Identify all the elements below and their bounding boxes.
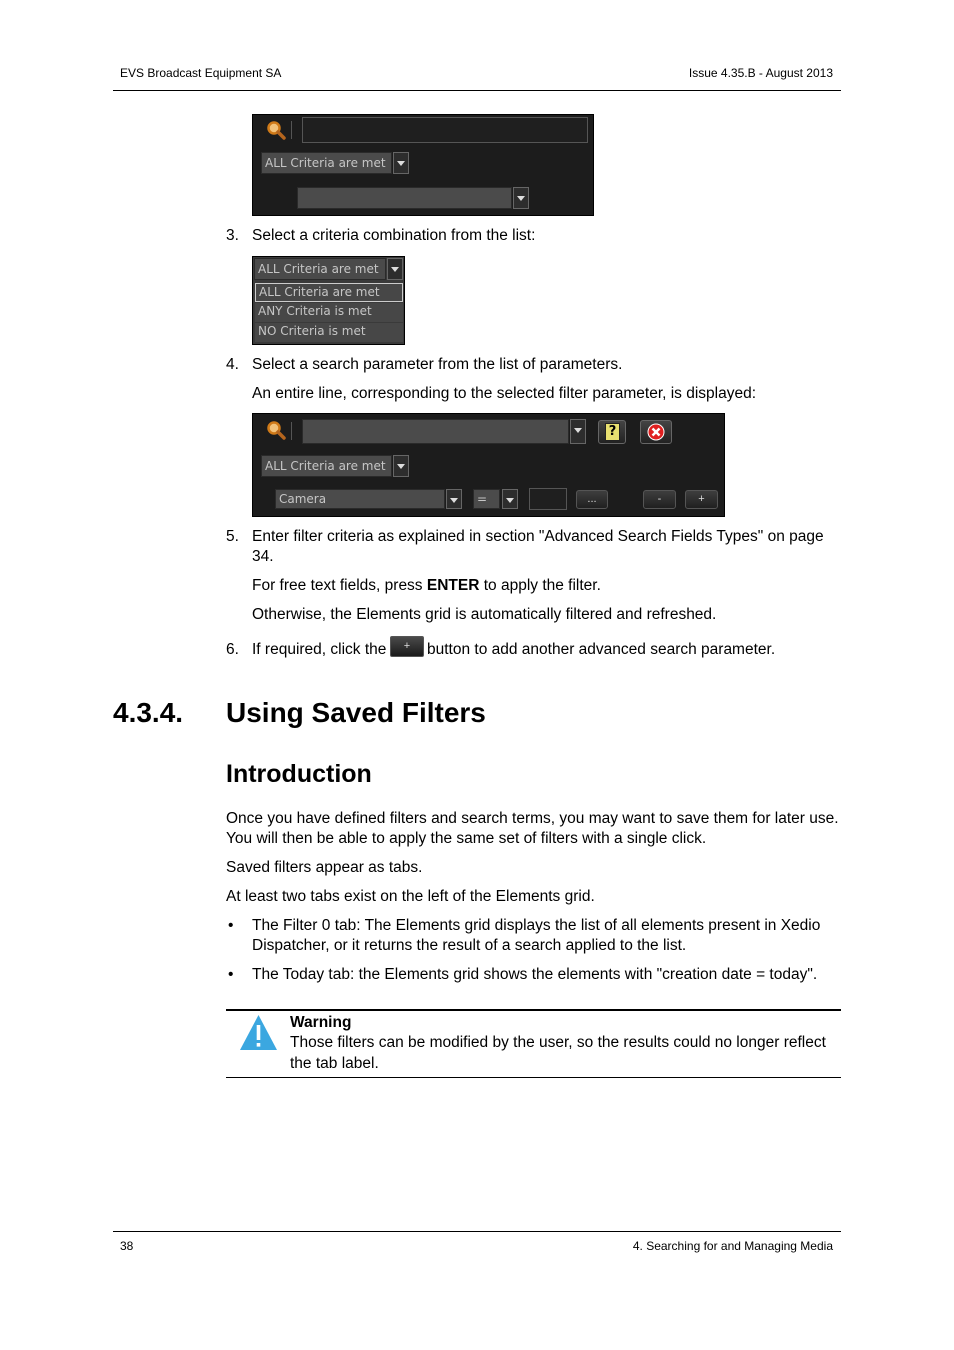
criteria-dropdown-arrow[interactable] (393, 152, 409, 174)
criteria-dropdown[interactable]: ALL Criteria are met (261, 152, 392, 174)
section-number: 4.3.4. (113, 697, 184, 728)
search-input[interactable] (302, 117, 588, 143)
step-5-note-auto: Otherwise, the Elements grid is automatically filtered and refreshed. (252, 606, 717, 623)
parameter-dropdown-arrow[interactable] (513, 187, 529, 209)
delete-button[interactable] (640, 420, 672, 444)
warning-text: Those filters can be modified by the user, so the results could no longer reflect the tab label. (290, 1034, 826, 1072)
criteria-dropdown-arrow[interactable] (393, 455, 409, 477)
search-combo-arrow[interactable] (570, 419, 586, 444)
step-3-text: Select a criteria combination from the list: (252, 227, 536, 244)
search-panel-screenshot-1 (252, 114, 594, 216)
criteria-dropdown-open[interactable]: ALL Criteria are met (254, 258, 386, 280)
intro-paragraph: Once you have defined filters and search terms, you may want to save them for later use. You will then be able to apply the same set of filters with a single click. (226, 810, 839, 847)
footer-page-number: 38 (120, 1239, 134, 1253)
step-3-number: 3. (226, 227, 239, 244)
bullet-marker: • (228, 917, 234, 934)
separator (291, 422, 292, 440)
help-button[interactable] (598, 420, 626, 444)
criteria-dropdown[interactable]: ALL Criteria are met (261, 455, 392, 477)
inline-add-button: + (390, 636, 424, 657)
close-icon (646, 422, 666, 442)
step-5-note-enter: For free text fields, press ENTER to apply the filter. (252, 577, 601, 594)
header-rule (113, 90, 841, 91)
remove-parameter-button[interactable]: - (643, 490, 676, 509)
parameter-field-arrow[interactable] (446, 489, 462, 509)
step-4-number: 4. (226, 356, 239, 373)
criteria-dropdown-open-arrow[interactable] (387, 258, 403, 280)
separator (291, 121, 292, 139)
warning-icon (239, 1014, 278, 1051)
warning-title: Warning (290, 1014, 352, 1031)
search-panel-screenshot-2 (252, 413, 725, 517)
header-right: Issue 4.35.B - August 2013 (688, 66, 833, 80)
tabs-paragraph: Saved filters appear as tabs. (226, 859, 423, 876)
operator-dropdown-arrow[interactable] (502, 489, 518, 509)
magnifier-icon[interactable] (265, 119, 287, 141)
ellipsis-button[interactable]: ... (576, 490, 608, 509)
parameter-field-dropdown[interactable]: Camera (275, 489, 445, 509)
two-tabs-paragraph: At least two tabs exist on the left of the Elements grid. (226, 888, 595, 905)
operator-dropdown[interactable]: = (473, 489, 500, 509)
criteria-option-all[interactable]: ALL Criteria are met (255, 283, 403, 302)
bullet-marker: • (228, 966, 234, 983)
warning-bottom-rule (226, 1077, 841, 1078)
subsection-title: Introduction (226, 760, 372, 788)
footer-rule (113, 1231, 841, 1232)
header-left: EVS Broadcast Equipment SA (120, 66, 282, 80)
step-6-text-before: If required, click the (252, 641, 387, 658)
footer-chapter: 4. Searching for and Managing Media (632, 1239, 833, 1253)
step-6-text-after: button to add another advanced search parameter. (427, 641, 776, 658)
add-parameter-button[interactable]: + (685, 490, 718, 509)
search-combo[interactable] (302, 419, 569, 444)
help-icon: ? (605, 423, 620, 441)
criteria-list-screenshot (252, 256, 405, 345)
step-5-text: Enter filter criteria as explained in section "Advanced Search Fields Types" on page 34. (252, 528, 824, 565)
bullet-filter0: The Filter 0 tab: The Elements grid displays the list of all elements present in Xedio Dispatcher, or it returns the result of a search applied to the list. (252, 917, 821, 954)
value-input[interactable] (529, 488, 567, 510)
bullet-today: The Today tab: the Elements grid shows the elements with "creation date = today". (252, 966, 818, 983)
section-title: Using Saved Filters (226, 697, 486, 728)
magnifier-icon[interactable] (265, 419, 287, 441)
step-4-note: An entire line, corresponding to the selected filter parameter, is displayed: (252, 385, 757, 402)
step-6-number: 6. (226, 641, 239, 658)
criteria-option-any[interactable]: ANY Criteria is met (255, 303, 403, 322)
step-4-text: Select a search parameter from the list of parameters. (252, 356, 623, 373)
step-5-number: 5. (226, 528, 239, 545)
parameter-dropdown[interactable] (297, 187, 512, 209)
criteria-option-no[interactable]: NO Criteria is met (255, 323, 403, 342)
warning-top-rule (226, 1009, 841, 1011)
